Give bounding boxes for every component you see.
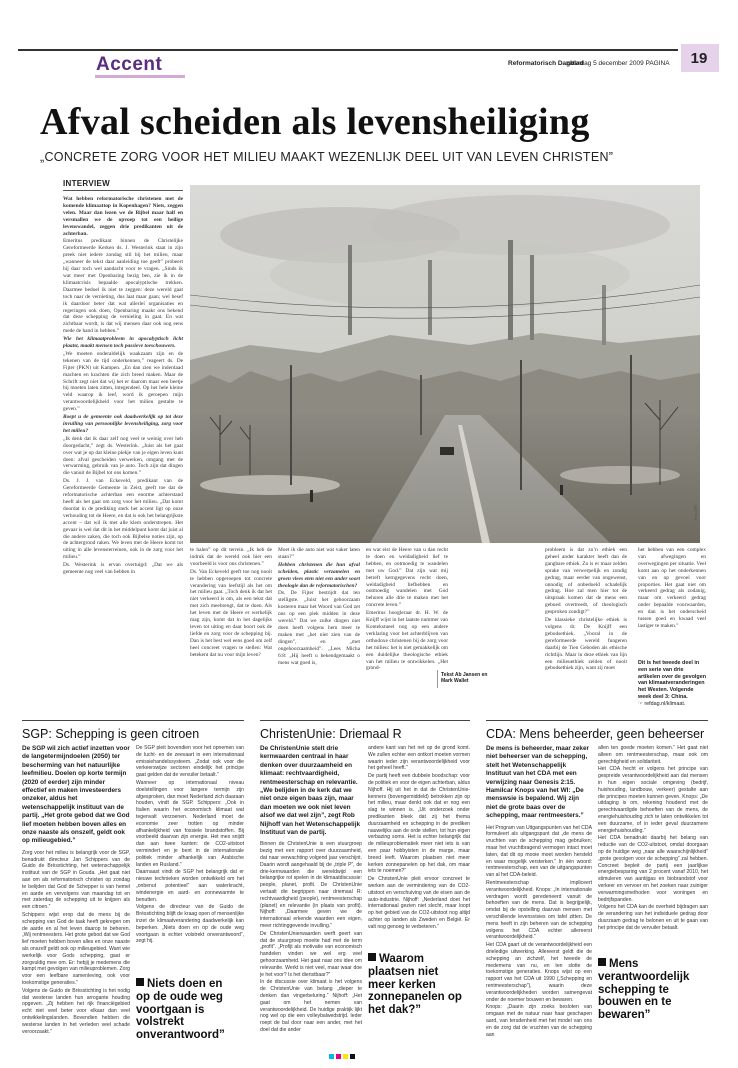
sidebar-cda-title: CDA: Mens beheerder, geen beheerser [486,727,705,741]
sidebar-paragraph: Rentmeesterschap impliceert verantwoordelijkheid. Knops: „In internationale verdragen wordt geredeneerd vanuit de behoeften van de mens. Dat is begrijpelijk, omdat bij de opstelling daarvan mensen met verschillende levensvisies om tafel zitten. De mens heeft in zijn beheren van de schepping volgens het CDA echter allereerst verantwoordelijkheid.” [486,880,592,941]
article-photo [190,185,700,543]
sidebar-cu-column-2 [368,745,470,945]
sidebar-paragraph: Het CDA benadrukt daarbij het belang van reductie van de CO2-uitstoot, omdat doorgaan op de huidige weg „naar alle waarschijnlijkheid” „grote gevolgen voor de schepping” zal hebben. Concreet bepleit de partij een jaarlijkse energiebesparing van 2 procent vanaf 2010, het stimuleren van aantijgas en biobrandstof voor verkeer en vervoer en het zoeken naar zuiniger verwarmingsmethoden voor woningen en bedrijfspanden. [598,835,708,903]
sidebar-paragraph: Binnen de ChristenUnie is een stuurgroep bezig met een rapport over duurzaamheid, dat naar verwachting volgend jaar verschijnt. Daarin wordt aangehaald bij de „triple P”, de drie-kernwaarden die wereldwijd een belangrijke rol spelen in de klimaatdiscussie: people, planet, profit. De ChristenUnie vertaalt die begrippen naar driemaal R: rechtvaardigheid (people), rentmeesterschap (planet) en relevantie (in plaats van profit). Nijhoff: „Daarmee geven we de internationaal erkende waarden een eigen, meer richtinggevende invulling.” [260,841,362,930]
article-kicker: INTERVIEW [63,179,111,188]
issue-date: zaterdag 5 december 2009 PAGINA [566,60,670,67]
series-link[interactable]: ☞ refdag.nl/klimaat. [638,701,686,707]
sidebar-cda-column-2 [598,745,708,950]
sidebar-cda-quote [598,958,704,1022]
article-question: Roept u de gemeente ook daadwerkelijk op tot deze invulling van persoonlijke levensheiliging, zorg voor het milieu? [63,414,183,434]
article-paragraph: Ds. De Fijter bestrijdt dat ten stelligste. „Juist het gehoorzaam kosteren maar het Woord van God zet ons op een plek midden in deze wereld.” Dat we zulke dingen niet doen heeft volgens hem meer te maken met „het niet zien van de dingen”, en „met ongehoorzaamheid”. „Lees Micha 6:8: „Hij heeft u bekendgemaakt o mens wat goed is, [278,590,360,666]
article-column-2 [190,547,272,707]
article-paragraph: De klassieke christelijke ethiek is volgens dr. De Knijff een gebodsethiek. „Vooral in de gereformeerde wereld fungeren daarbij de Tien Geboden als ethische richtlijn. Maar in deze ethiek van lijn een milieuethiek zelden of nooit gebodsethiek zijn, want zij moet [545,617,627,672]
sidebar-paragraph: Het CDA gaart uit de verantwoordelijkheid een drieledige uitwerking. Allereerst geldt die de schepping an zichzelf, het tweede de medemens van nu, en ten slotte de toekomstige generaties. Knops wijst op een rapport van het CDA uit 1990 („Schepping en rentmeesterschap”), waarin deze verantwoordelijkheden worden samengevat onder de noemer bouwen en bewaren. [486,942,592,1003]
page-number: 19 [690,50,708,67]
sidebar-paragraph: Zorg voor het milieu is belangrijk voor de SGP, benadrukt directeur Jan Schippers van de Guido de Brèsstichting, het wetenschappelijk instituut van de SGP in Gouda. „Het gaat niet aan om als reformatorisch christen op zondag te belijden dat God de Schepper is van hemel en aarde en vervolgens van maandag tot en met zaterdag de schepping uit te knijpen als een citroen.” [22,849,130,911]
sidebar-cda-column-1 [486,745,592,1060]
article-column-5 [545,547,627,707]
sidebar-sgp-title: SGP: Schepping is geen citroen [22,727,200,741]
sidebar-paragraph: Knops: „Daarin zijn zoeks besloten van omgaan met de natuur naar haar geschapen aard, van terudenheid met het model van ons en de zorg dat de vruchten van de schepping aan [486,1004,592,1038]
article-paragraph: Ds. Van Eckeveld geeft toe nog nooit te hebben opgeroepen tot concrete verandering van leefstijl als het om het milieu gaat. „Toch denk ik dat het niet verkeerd is om, als een tekst dat met zich meebrengt, dat te doen. Als het leven met de Heere er werkelijk mag zijn, komt dat in het dagelijks leven tot uiting en daar hoort ook de liefde en zorg voor de schepping bij. Dan is het best wel eens goed om zelf heel concreet vragen te stellen: Wat betekent dat nu voor mijn leven? [190,568,272,658]
sidebar-rule [22,720,244,721]
sidebar-sgp-column-1 [22,745,130,1060]
sidebar-lead: De ChristenUnie stelt drie kernwaarden centraal in haar denken over duurzaamheid en klimaat: rechtvaardigheid, rentmeesterschap en relevantie. „We belijden in de kerk dat we niet onze eigen baas zijn, maar dan moeten we ook niet leven alsof we dat wel zijn”, zegt Rob Nijhoff van het Wetenschappelijk Instituut van de partij. [260,745,361,837]
quote-square-icon [598,958,606,966]
magenta-swatch [336,1054,341,1059]
article-paragraph: Moet ik die auto niet wat vaker laten staan?” [278,547,360,560]
article-column-6 [638,547,706,657]
sidebar-lead: De mens is beheerder, maar zeker niet beheerser van de schepping, stelt het Wetenschappelijk Instituut van het CDA met een verwijzing naar Genesis 2:15. Hamilcar Knops van het WI: „De menswsie is bepalend. Wij zijn niet de grote baas over de schepping, maar rentmeesters.” [486,745,590,820]
print-registration-marks [329,1054,355,1059]
headline: Afval scheiden als levensheiliging [40,101,590,143]
sidebar-cu-column-1 [260,745,362,1060]
sidebar-rule [486,720,708,721]
sidebar-paragraph: Volgens de Guido de Brèsstichting is het nodig dat westerse landen hun arrogante houding opgeven. „Zij hebben het rijk ﬁnanciëgebied echt niet veel beter voor elkaar dan veel ontwikkelingslanden. Bovendien hebben die westerse landen in het verleden veel schade veroorzaakt.” [22,987,130,1035]
sidebar-rule [260,720,470,721]
article-paragraph: en wat eist de Heere van u dan recht te doen en weldadigheid lief te hebben, en ootmoedig te wandelen met uw God.” Dat zijn wat mij betreft kerngegevens recht doen, weldadigheid liefhebben en ootmoedig wandelen met God behoren alle drie te maken met het concrete leven.” [366,547,448,609]
article-question: Hebben christenen die hun afval scheiden, plastic verzamelen en groen vlees eten niet een ander soort theologie dan de reformatorischen? [278,561,360,589]
sidebar-cu-title: ChristenUnie: Driemaal R [260,727,402,741]
article-paragraph: Emeritus predikant binnen de Christelijke Gereformeerde Kerken ds. J. Westerink staat in zijn preek niet iedere zondag stil bij het milieu, maar „wanneer de tekst daar aanleiding toe geeft” probeert hij daar toch wel aandacht voor te vragen. „Sinds ik wat meer met Openbaring bezig ben, zie ik in de klimaatcrisis bepaalde apocalyptische trekken. Daarmee bedoel ik niet te zeggen: deze wereld gaat toch naar de vernieting, dus laat maar gaan; wel besef ik daardoor beter dat wat allerlei organisaties en regeringen ook doen, Openbaring maakt ons bekend dat deze schepping de vernieling in gaat. En wat zichtbaar wordt, is dat wij mensen daar ook nog eens mede de hand in hebben.” [63,238,183,335]
article-paragraph: „Ik denk dat ik daar zelf nog veel te weinig over heb doorgedacht,” zegt ds. Westerink. „Juist als het gaat over wat je op dat kleine plekje van je eigen leven kunt doen: afval gescheiden verwerken, omgang met de verwarming, gebruik van je auto. Toch zijn dat dingen die vanuit de Bijbel tot ons komen.” [63,435,183,477]
article-column-1 [63,196,183,698]
article-paragraph: te halen” op dit terrein. „Ik heb de indruk dat de wereld ook hier een voorbeeld is voor ons christenen.” [190,547,272,567]
photo-credit: Foto EPA [693,504,698,520]
sidebar-paragraph: Wanneer op internationaal niveau doelstellingen voor langere termijn zijn afgesproken, dan moet Nederland zich daaraan houden, vindt de SGP. Schippers: „Ook in Italien waarin het economisch klimaat wat tegenvalt verzoenen. Nederland moet de economie zeer trotten op minder afhankelijkheid van fossiele brandstoffen. Bij voorbeeld daarvan zijn energie. Het mes snijdt dan aan twee kanten: de CO2-uitstoot vermindert en je bent in de internationale politiek minder afhankelijk van Arabische landen en Rusland.” [136,779,244,868]
section-label: Accent [96,54,163,75]
pull-quote-text: Mens verantwoordelijk schepping te bouwen en te bewaren” [598,958,690,1022]
sidebar-cu-quote [368,953,468,1017]
sidebar-paragraph: De SGP pleit bovendien voor het opnemen van de lucht- en de zeevaart in een internationaal emissiehandelssysteem. „Zodat ook voor die verkeerswijze sectoren eindelijk het principe gaat gelden dat de vervuiler betaalt.” [136,745,244,779]
paper-name: Reformatorisch Dagblad [508,60,584,67]
subheadline: „CONCRETE ZORG VOOR HET MILIEU MAAKT WEZENLIJK DEEL UIT VAN LEVEN CHRISTEN” [40,150,614,164]
article-paragraph: „We moeten onderaldelijk waakzaam zijn en de tekenen van de tijd onderkennen,” reageert ds. De Fijter (PKN) uit Kampen. „En dan zien we inderdaad machten en krachten die zich breed maken. Maar de Schrift zegt niet dat wij het er daarom maar een beetje bij moeten laten zitten, integendeel. Op het hele kleine veld waarop ik leef, word ik geroepen mijn verantwoordelijkheid voor het milieu gestalte te geven.” [63,350,183,413]
yellow-swatch [343,1054,348,1059]
article-question: Wie het klimaatprobleem in apocalyptisch licht plaatst, maakt mensen toch passieve toeschouwers. [63,336,183,350]
black-swatch [350,1054,355,1059]
sidebar-lead: De SGP wil zich actief inzetten voor de langetermijndoelen (2050) ter bescherming van het natuurlijke leefmilieu. Doelen op korte termijn (2020 of eerder) zijn minder effectief en maken investeerders onzeker, aldus het wetenschappelijk instituut van de partij. „Het grote gebod dat we God lief moeten hebben boven alles en onze naaste als onszelf, geldt ook op milieugebied.” [22,745,130,845]
pull-quote-text: Waarom plaatsen niet meer kerken zonnepanelen op het dak?” [368,953,462,1017]
sidebar-paragraph: andere kant van het net op de grond komt. We zullen echter een ontkort moeten vormen waarin ieder zijn verantwoordelijkheid voor het geheel heeft.” [368,745,470,772]
pull-quote-text: Niets doen en op de oude weg voortgaan is volstrekt onverantwoord” [136,978,225,1042]
article-column-3 [278,547,360,707]
article-paragraph: Ds. Westerink is ervan overtuigd: „Dat we als gemeente nog veel van hebben in [63,562,183,576]
article-paragraph: Ds. J. J. van Eckeveld, predikant van de Gereformeerde Gemeente in Zeist, geeft toe dat de reformatorische achterban een enorme achterstand heeft als het gaat om zorg voor het milieu. „Dat komt doordat in de prediking sterk het accent ligt op onze verhouding tot de Heere, en dat is ook het belangrijkste accent – dat wil ik met alle klem onderstrepen. Het gevaar is wel dat dit in het middelpunt komt dat juist al die andere zaken, die toch ook Bijbelse noties zijn, op de achtergrond raken. We leven met de Heere komt tot uiting in alle levensterreinen, ook in de zorg voor het milieu.” [63,478,183,561]
article-paragraph: het hebben van een complex van afwegingen en overwegingen per situatie. Veel komt aan op het onderkennen van en op gevoel voor proporties. Het gaat niet om verkeerd gedrag als zodanig, maar om verkeerd gedrag onder bepaalde voorwaarden, en dan is het onderscheid tussen goed en kwaad veel lastiger te maken.” [638,547,706,629]
byline-box: Tekst Ab Jansen en Mark Wallet [437,670,497,688]
smog-landscape-photo [190,185,700,543]
article-paragraph: probleem is dat zo’n ethiek een geheel ander karakter heeft dan de gangbare ethiek. Zo is er maar zelden sprake van verwerpelijk en zondig gedrag, maar eerder van ongewenst, onnodig of onbedoeld schadelijk gedrag. Hoe zal men hier tot de uitspraak komen dat de mens een geboed overtreedt, of theologisch gesproken zondigt?” [545,547,627,616]
sidebar-paragraph: De ChristenUnie pleit ervoor concreet te werken aan de vermindering van de CO2-uitstoot en verschuiving van de eisen aan de auto-industrie. Nijhoff: „Nederland doet het internationaal gezien niet slecht, maar loopt op het gebied van de CO2-uitstoot nog altijd achter op landen als Zweden en België. Er valt nog genoeg te verbeteren.” [368,876,470,930]
sidebar-paragraph: allen ten goede moeten komen.” Het gaat niet alleen om rentmeesterschap, maar ook om gerechtigheid en solidariteit. [598,745,708,765]
sidebar-paragraph: Het Program van Uitgangspunten van het CDA formuleert als uitgangspunt dat „de mens de vruchten van de schepping mag gebruiken; maar het vruchtbragend vermogen intact moet laten, dat dit op mooie moet worden hersteld en waar mogelijk versterken.” In één woord: rentmeesterschap, een van de uitgangspunten van al het CDA-beleid. [486,824,592,879]
kicker-rule [63,190,183,191]
quote-square-icon [368,953,376,961]
top-rule [18,49,678,51]
article-column-4 [366,547,448,707]
sidebar-paragraph: Het CDA hecht er volgens het principe van gespreide verantwoordelijkheid aan dat mensen in hun eigen sociale omgeving (bedrijf, huishouding, landbouw, verkeer) gestalte aan die principes moeten kunnen geven. Knops: „De uitdaging is om, rekening houdend met de gerechtvaardigde behoeften van de mens, de energiehuishouding zich te laten ontwikkelen tot een duurzame, of in ieder geval duurzamere energiehuishouding.” [598,766,708,834]
cyan-swatch [329,1054,334,1059]
sidebar-paragraph: Daarnaast vindt de SGP het belangrijk dat er nieuwe technieken worden ontwikkeld om het „onbenut potentieel” aan waterkracht, windenergie en aard- en zonnewarmte te benutten. [136,869,244,903]
series-note: Dit is het tweede deel in een serie van drie artikelen over de gevolgen van klimaatveranderingen het Westen. Volgende week deel 3: China. [638,660,707,700]
sidebar-paragraph: De ChristenUnierwaarden werft geert van dat de stuurgroep moeite had met de term „profit”. „Profijt als motivatie van economisch handelen vinden we wel erg veel gehoorzaamheid. Het gaat naar ons idee om relevantie. Werkt is niet veel, maar waar doe je het voor? Is het dienstbaar?” [260,930,362,978]
article-intro: Wat hebben reformatorische christenen met de komende klimaattop in Kopenhagen? Niets, zeggen velen. Maar dan lezen we de Bijbel maar half en versmallen we de opvoep tot een heilige levenswandel, zeggen drie predikanten uit de achterban. [63,196,183,237]
section-underline [95,75,185,78]
quote-square-icon [136,978,144,986]
sidebar-sgp-column-2 [136,745,244,970]
article-paragraph: Emeritus hoogleraar dr. H. W. de Knijff wijst in het laatste nummer van Kontekstueel nog op een andere verklaring voor het achterblijven van orthodoxe christenen bij de zorg voor het milieu: het is niet gemakkelijk om een duidelijke theologische ethiek van het milieu te ontwikkelen. „Het grond- [366,610,448,672]
sidebar-paragraph: Schippers wijst erop dat de mens bij de schepping van God de taak heeft gekregen om de aarde en al het leven daarop te beheren. „Wij rentmeesters. Het grote gebod dat we God lief moeten hebben boven alles en onze naaste als onszelf geldt ook op milieugebied. Want wie werkelijk voor Gods schepping, gaat er zorgvuldig mee om. Er: hebjij je medemens die kampt met gevolgen van milieuproblemen. Zorg voor een leefbare samenleving, ook voor toekomstige generaties.” [22,912,130,987]
sidebar-paragraph: De partij heeft een dubbele boodschap: voor de politiek en voor de eigen achterban, aldus Nijhoff. Hij uit het in dat de ChristenUnie-kenners (bovengemiddeld) betrokken zijn op het milieu, maar denkt ook dat er nog een slag te winnen is. „Uit onderzoek onder predikanten bleek dat zij het thema duurzaamheid en schepping in de prediken nauwelijks aan de orde stellen, tot hun eigen verbazing soms. Het is echter belangrijk dat de milieuproblematiek meer niet iets is van een paar hobbyisten in de marge, maar breed leeft. Waarom plaatsen niet meer kerken zonnepanelen op het dak, om maar iets te noemen?” [368,773,470,875]
sidebar-paragraph: Volgens het CDA kan de overheid bijdragen aan de verandering van het individuele gedrag door duurzaam gedrag te belonen en uit te gaan van het principe dat de vervuiler betaalt. [598,904,708,931]
sidebar-sgp-quote [136,978,236,1042]
sidebar-paragraph: Volgens de directeur van de Guido de Brèsstichting blijft de kraag open of mensenlijke inzet de klimaatverandering daadwerkelijk kan beperken. „Niets doen en op de oude weg voortgaan is echter volstrekt onverantwoord”, zegt hij. [136,904,244,945]
sidebar-paragraph: In de discussie over klimaat is het volgens de ChristenUnie van belang „dieper te denken dan vingerbeluring.” Nijhoff: „Het gaat om het nemen van verantwoordelijkheid. De huidige praktijk lijkt nog wel op die een volleybalwedstrijd. Ieder roept de bal door naar een ander, met het doel dat die ander [260,979,362,1033]
